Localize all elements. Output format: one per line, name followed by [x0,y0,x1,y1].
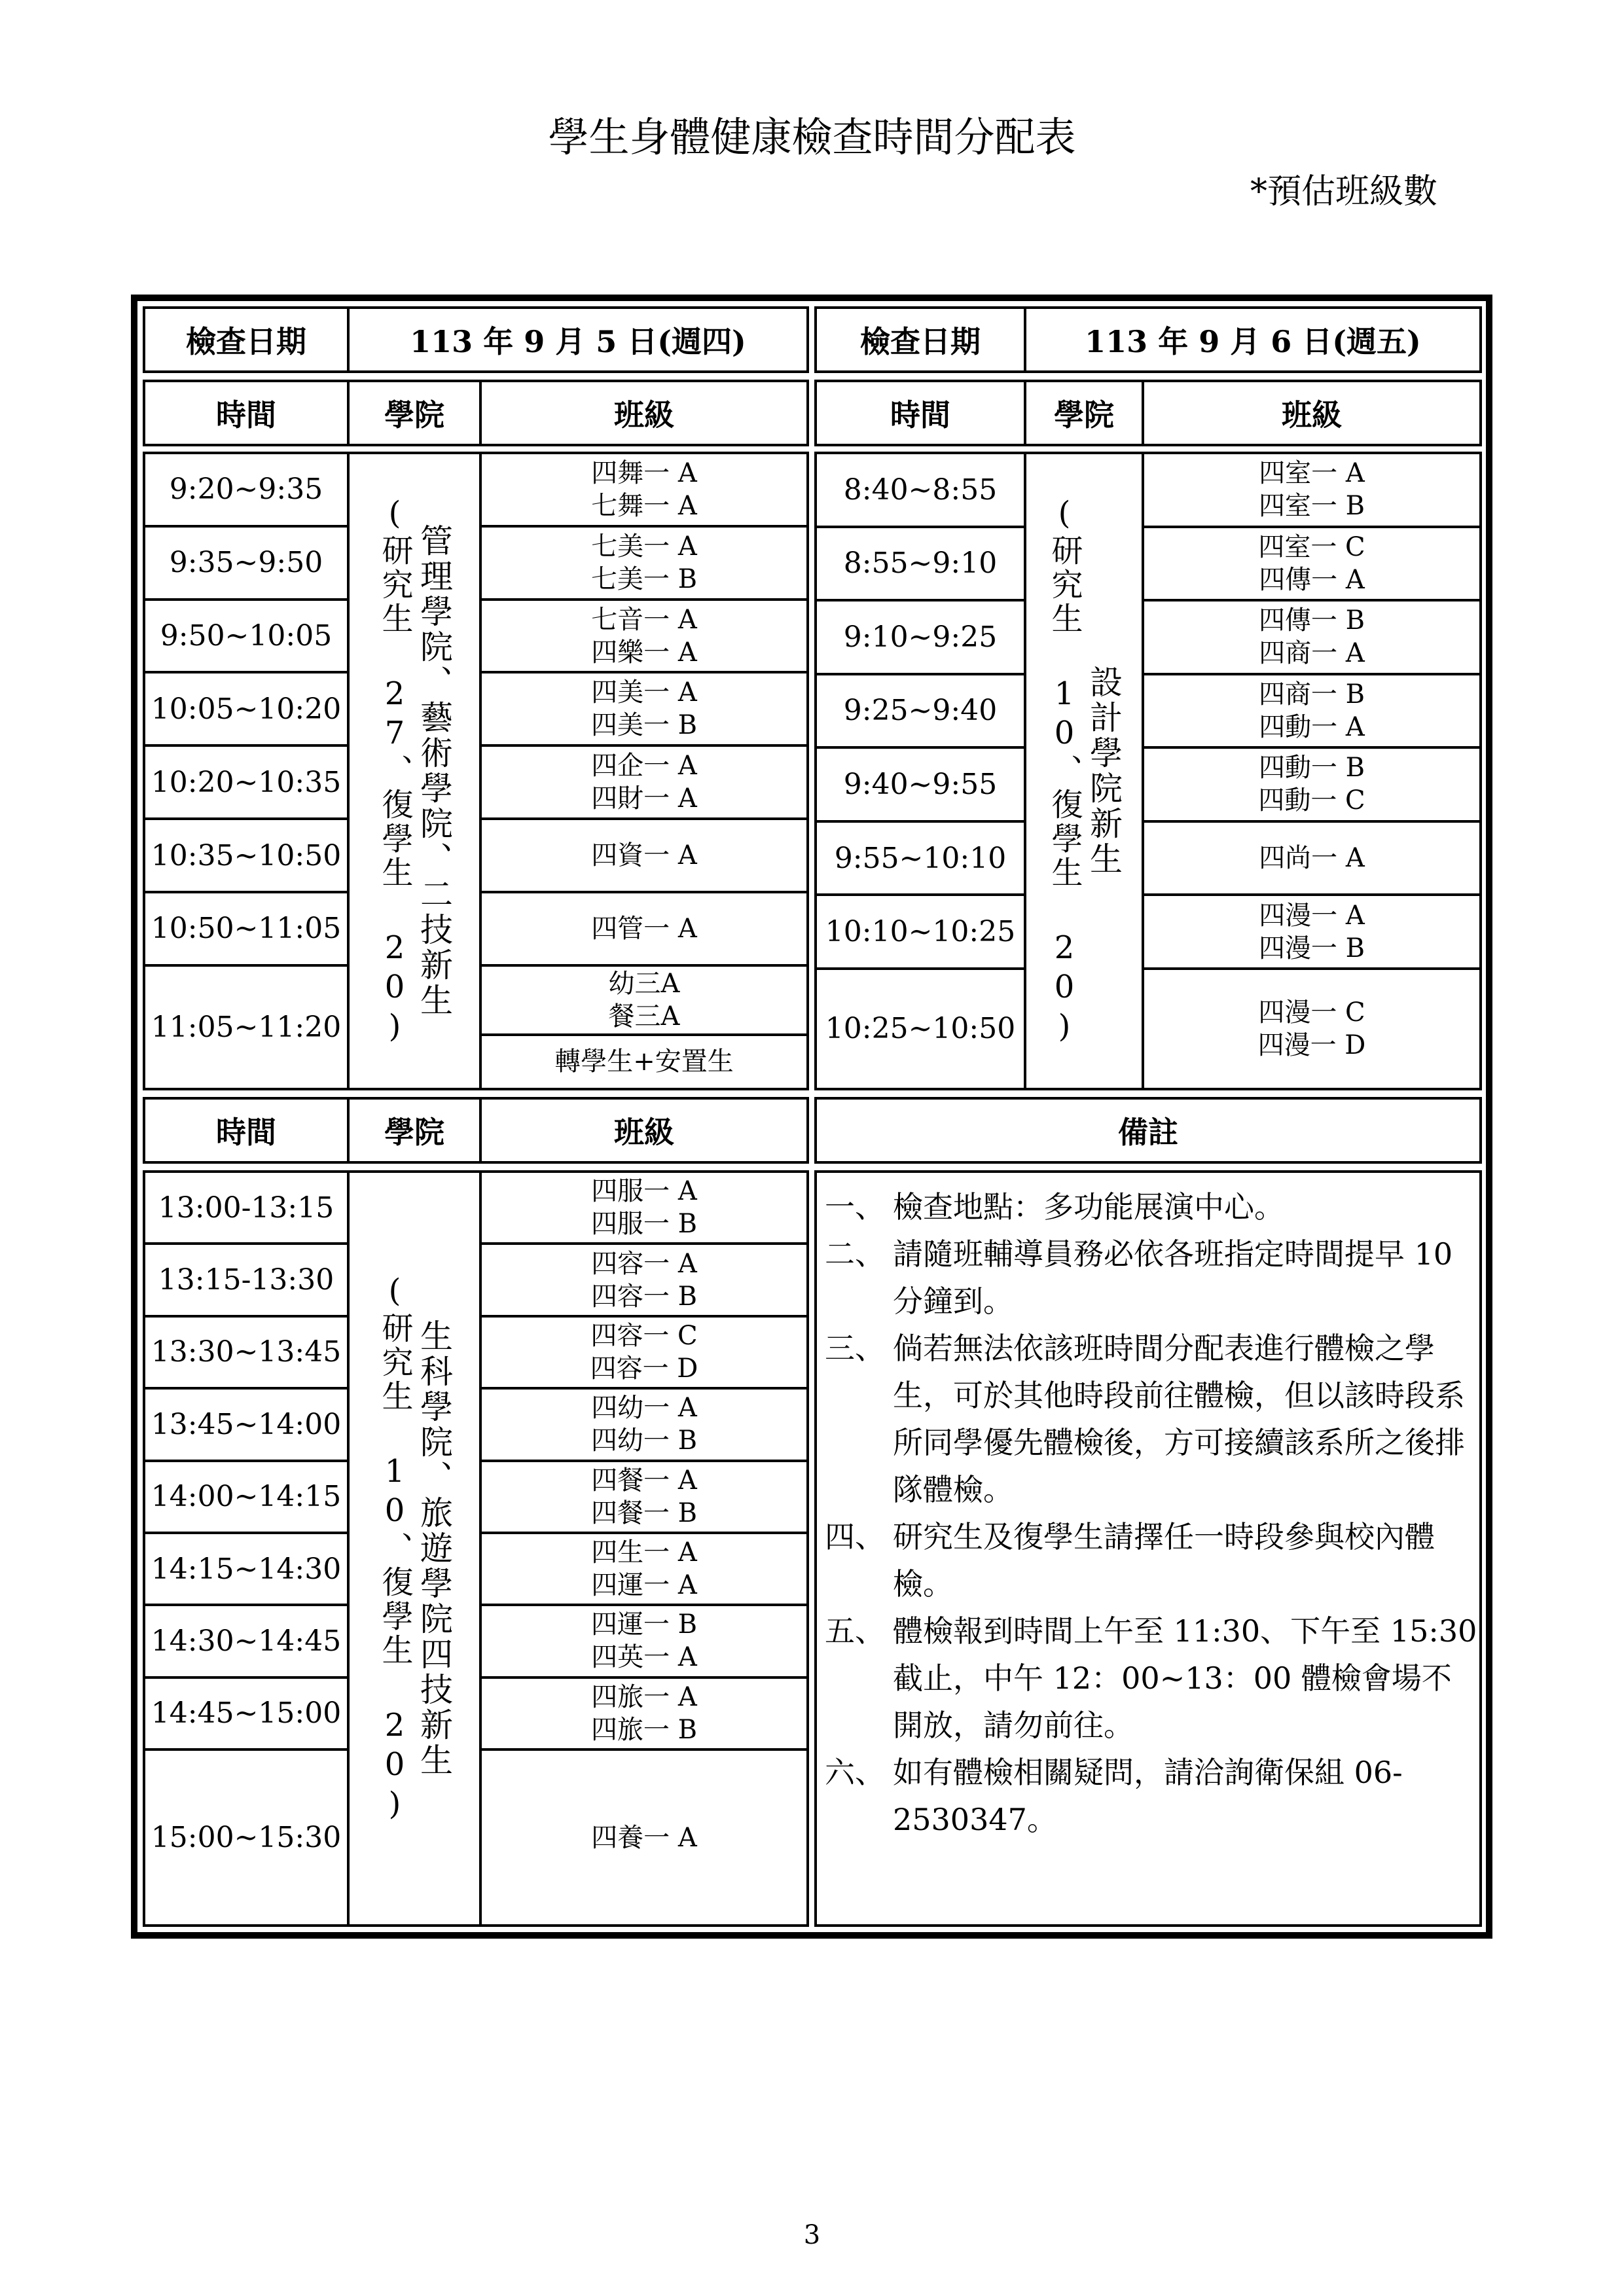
class-name: 四美一 A [591,677,697,708]
class-name: 四財一 A [591,783,697,814]
time-cell: 14:00~14:15 [144,1461,348,1533]
day2-header-table [814,380,1482,446]
class-name: 四運一 B [590,1609,698,1640]
college-name: 管理學院、藝術學院、二技新生 [415,524,453,1018]
class-name: 四美一 B [590,710,698,741]
class-name: 四漫一 C [1258,997,1365,1028]
time-cell: 9:50~10:05 [144,600,348,673]
class-cell [480,745,808,819]
remark-number: 三、 [825,1331,885,1366]
class-name: 四動一 A [1259,711,1365,742]
table-row [144,1172,808,1244]
remark-item [823,1749,1478,1843]
remarks-header: 備註 [816,1098,1481,1162]
remarks-header-table [814,1097,1482,1164]
class-cell [1143,674,1481,748]
class-name: 四動一 C [1258,785,1365,816]
class-name: 四容一 C [590,1320,698,1351]
time-cell: 10:20~10:35 [144,745,348,819]
remarks-list [823,1183,1478,1843]
page-title: 學生身體健康檢查時間分配表 [548,113,1076,161]
class-name: 四容一 B [590,1281,698,1312]
check-date-label: 檢查日期 [144,308,348,372]
time-cell: 13:00-13:15 [144,1172,348,1244]
class-cell [480,526,808,600]
remark-item [823,1607,1478,1749]
college-cell [348,453,480,1089]
college-note: (研究生 10、復學生 20) [1046,495,1083,1047]
class-name: 四企一 A [591,751,697,781]
time-cell: 9:20~9:35 [144,453,348,526]
college-header: 學院 [1025,381,1143,445]
college-note: (研究生 27、復學生 20) [376,495,413,1047]
class-name: 四資一 A [591,840,697,871]
college-label [1026,495,1142,1047]
time-cell: 9:25~9:40 [816,674,1025,748]
time-cell: 8:55~9:10 [816,527,1025,601]
class-cell [480,1533,808,1605]
remark-item [823,1230,1478,1325]
remark-number: 四、 [825,1519,885,1554]
college-label [350,1272,479,1825]
class-name: 四傳一 A [1259,564,1365,595]
class-cell [480,892,808,965]
class-cell [1143,527,1481,601]
class-name: 四舞一 A [591,457,697,488]
class-cell [480,1749,808,1926]
time-cell: 10:35~10:50 [144,819,348,892]
class-name: 四室一 B [1258,491,1365,522]
class-name: 四商一 B [1258,679,1365,709]
college-label [350,495,479,1047]
class-name: 四餐一 A [591,1465,697,1496]
class-name: 四容一 A [591,1248,697,1279]
time-cell: 9:10~9:25 [816,600,1025,674]
class-name: 四動一 B [1258,753,1365,783]
table-row [816,821,1481,895]
table-row [816,747,1481,821]
class-name: 四室一 A [1259,458,1365,489]
class-cell [480,1388,808,1460]
day2-schedule-table [814,452,1482,1090]
class-name: 四旅一 B [590,1714,698,1745]
remark-text: 檢查地點：多功能展演中心。 [893,1189,1284,1225]
estimate-note: *預估班級數 [1250,172,1438,211]
check-date-label: 檢查日期 [816,308,1025,372]
college-note: (研究生 10、復學生 20) [376,1272,413,1825]
remark-number: 六、 [825,1755,885,1790]
class-cell [480,1172,808,1244]
time-cell: 13:30~13:45 [144,1316,348,1388]
college-name: 設計學院新生 [1085,665,1123,877]
class-cell [1143,969,1481,1089]
time-header: 時間 [144,1098,348,1162]
remark-item [823,1325,1478,1513]
class-name: 四幼一 B [590,1426,698,1456]
remark-text: 體檢報到時間上午至 11:30、下午至 15:30 截止，中午 12：00~13：00 體檢會場不開放，請勿前往。 [893,1613,1477,1743]
class-cell [1143,747,1481,821]
class-name: 四傳一 B [1258,605,1365,636]
class-cell [480,965,808,1035]
class-header: 班級 [480,1098,808,1162]
class-name: 餐三A [608,1001,680,1031]
time-cell: 9:40~9:55 [816,747,1025,821]
time-header: 時間 [144,381,348,445]
time-cell: 11:05~11:20 [144,965,348,1089]
class-name: 七舞一 A [591,490,697,521]
class-cell: 轉學生+安置生 [480,1035,808,1089]
class-name: 七音一 A [591,604,697,635]
class-name: 四運一 A [591,1570,697,1601]
class-name: 四商一 A [1259,638,1365,669]
class-cell [480,600,808,673]
class-name: 四養一 A [591,1822,697,1853]
class-name: 四服一 A [591,1176,697,1207]
remark-number: 二、 [825,1236,885,1272]
class-cell [480,1244,808,1316]
table-row [816,453,1481,527]
time-cell: 10:10~10:25 [816,895,1025,969]
class-cell [480,1316,808,1388]
table-row [816,600,1481,674]
day2-date: 113 年 9 月 6 日(週五) [1025,308,1481,372]
table-row [144,453,808,526]
time-cell: 10:05~10:20 [144,672,348,745]
class-cell [1143,821,1481,895]
class-name: 四室一 C [1258,531,1365,562]
class-cell [480,819,808,892]
time-cell: 8:40~8:55 [816,453,1025,527]
time-cell: 10:50~11:05 [144,892,348,965]
remark-item [823,1513,1478,1607]
class-name: 四尚一 A [1259,843,1365,873]
class-name: 四餐一 B [590,1498,698,1528]
college-cell [1025,453,1143,1089]
time-cell: 9:35~9:50 [144,526,348,600]
day2-date-table [814,306,1482,373]
class-name: 四管一 A [591,913,697,944]
class-name: 四漫一 D [1257,1030,1366,1060]
time-cell: 14:30~14:45 [144,1605,348,1677]
class-cell [480,1461,808,1533]
class-name: 四旅一 A [591,1681,697,1712]
time-cell: 14:15~14:30 [144,1533,348,1605]
college-name: 生科學院、旅遊學院四技新生 [415,1319,453,1778]
class-cell [480,453,808,526]
day1-schedule-table [143,452,809,1090]
class-name: 四容一 D [590,1353,698,1384]
remark-text: 如有體檢相關疑問，請洽詢衛保組 06-2530347。 [893,1755,1403,1837]
time-cell: 13:15-13:30 [144,1244,348,1316]
time-cell: 15:00~15:30 [144,1749,348,1926]
class-name: 四幼一 A [591,1393,697,1424]
afternoon-header-table [143,1097,809,1164]
class-name: 四英一 A [591,1642,697,1673]
class-cell [1143,453,1481,527]
class-cell [1143,600,1481,674]
class-name: 四樂一 A [591,637,697,668]
class-cell [480,1605,808,1677]
page-number: 3 [803,2220,821,2250]
class-cell [1143,895,1481,969]
class-name: 四漫一 A [1259,900,1365,931]
class-name: 幼三A [608,968,680,999]
time-cell: 13:45~14:00 [144,1388,348,1460]
class-cell [480,672,808,745]
remark-item [823,1183,1478,1230]
class-name: 四漫一 B [1258,933,1365,963]
day1-date: 113 年 9 月 5 日(週四) [348,308,808,372]
class-name: 七美一 A [591,531,697,562]
day1-date-table [143,306,809,373]
college-header: 學院 [348,381,480,445]
remark-number: 一、 [825,1189,885,1225]
class-header: 班級 [480,381,808,445]
table-row [816,895,1481,969]
time-header: 時間 [816,381,1025,445]
table-row [816,527,1481,601]
time-cell: 10:25~10:50 [816,969,1025,1089]
time-cell: 14:45~15:00 [144,1677,348,1749]
time-cell: 9:55~10:10 [816,821,1025,895]
remark-text: 研究生及復學生請擇任一時段參與校內體檢。 [893,1519,1435,1602]
day1-header-table [143,380,809,446]
college-cell [348,1172,480,1926]
remark-text: 請隨班輔導員務必依各班指定時間提早 10 分鐘到。 [893,1236,1453,1319]
remark-number: 五、 [825,1613,885,1649]
class-name: 七美一 B [590,564,698,594]
class-name: 四生一 A [591,1537,697,1568]
remark-text: 倘若無法依該班時間分配表進行體檢之學生，可於其他時段前往體檢，但以該時段系所同學優先體檢後，方可接續該系所之後排隊體檢。 [893,1331,1465,1507]
class-header: 班級 [1143,381,1481,445]
table-row [816,674,1481,748]
class-name: 四服一 B [590,1209,698,1240]
table-row [816,969,1481,1089]
class-cell [480,1677,808,1749]
afternoon-schedule-table [143,1170,809,1927]
college-header: 學院 [348,1098,480,1162]
